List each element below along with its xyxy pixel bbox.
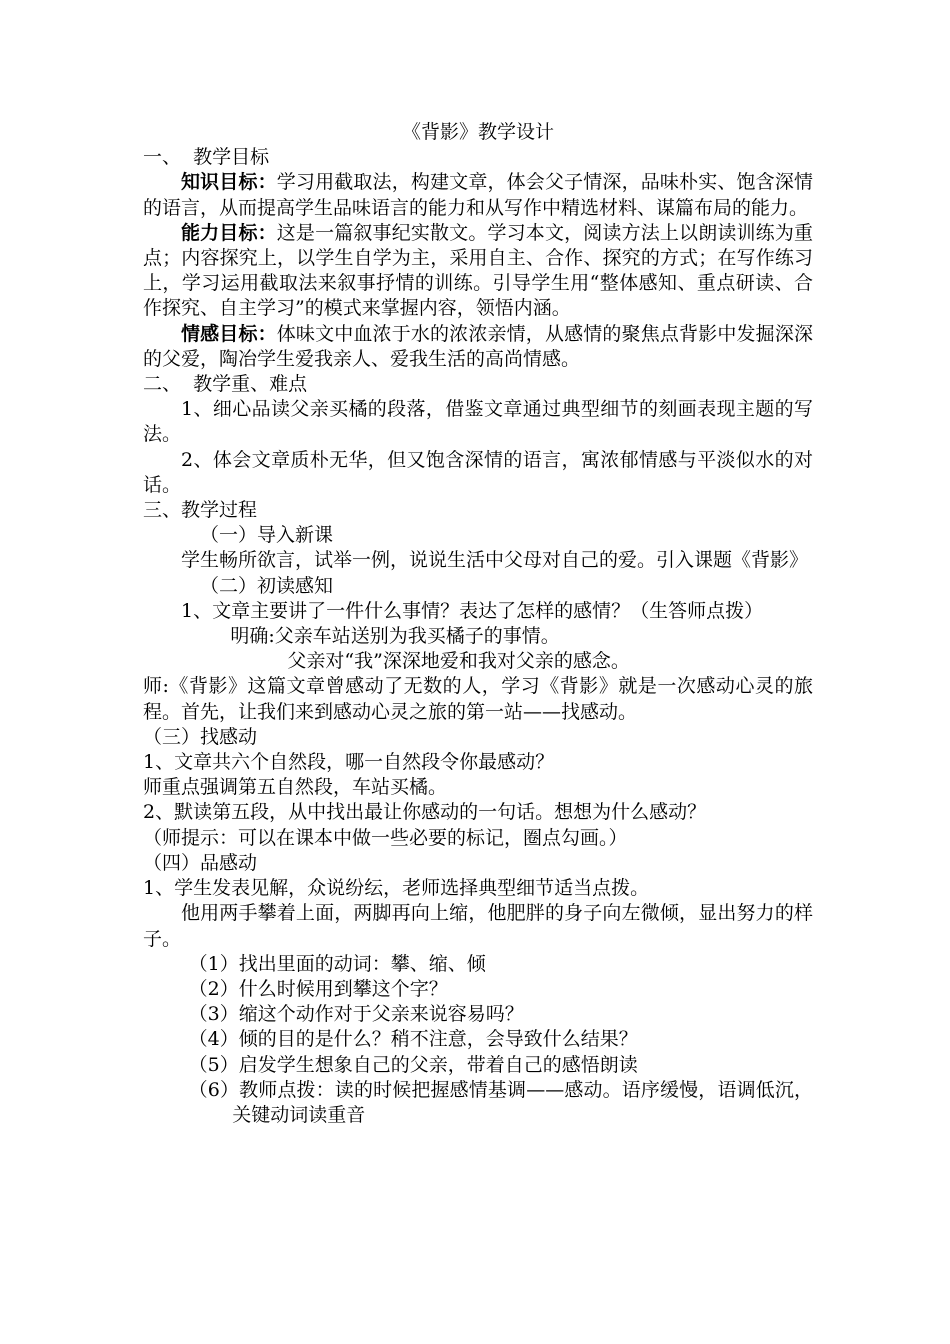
emotion-goal-text: 体味文中血浓于水的浓浓亲情，从感情的聚焦点背影中发掘深深的父爱，陶冶学生爱我亲人、爱我生活的高尚情感。 [143,322,813,370]
ability-goal [143,221,813,322]
step3-note: 师重点强调第五自然段，车站买橘。 [143,776,448,799]
step2-answer-2: 父亲对“我”深深地爱和我对父亲的感念。 [287,650,630,673]
section3-heading: 三、教学过程 [143,499,258,522]
list-item: （6）教师点拨：读的时候把握感情基调——感动。语序缓慢，语调低沉，关键动词读重音 [188,1078,813,1126]
section2-heading: 二、 教学重、难点 [143,373,308,396]
knowledge-goal [143,170,813,220]
step4-quote: 他用两手攀着上面，两脚再向上缩，他肥胖的身子向左微倾，显出努力的样子。 [143,902,813,950]
document-page [143,120,813,1128]
step4-heading: （四）品感动 [143,851,258,874]
emotion-goal-label: 情感目标： [181,322,277,345]
step1-heading: （一）导入新课 [200,524,334,547]
step2-heading: （二）初读感知 [200,574,334,597]
step2-question-1: 1、文章主要讲了一件什么事情？表达了怎样的感情？（生答师点拨） [181,599,764,622]
section1-heading: 一、 教学目标 [143,146,270,169]
step3-heading: （三）找感动 [143,725,258,748]
step3-hint: （师提示：可以在课本中做一些必要的标记，圈点勾画。） [143,826,628,849]
knowledge-goal-text: 学习用截取法，构建文章，体会父子情深，品味朴实、饱含深情的语言，从而提高学生品味语言的能力和从写作中精选材料、谋篇布局的能力。 [143,171,813,219]
step2-teacher-remark: 师:《背影》这篇文章曾感动了无数的人，学习《背影》就是一次感动心灵的旅程。首先，让我们来到感动心灵之旅的第一站——找感动。 [143,675,813,723]
knowledge-goal-label: 知识目标： [181,171,277,194]
step2-answer-1: 明确:父亲车站送别为我买橘子的事情。 [230,625,560,648]
key-point-1: 1、细心品读父亲买橘的段落，借鉴文章通过典型细节的刻画表现主题的写法。 [143,398,813,446]
step1-text: 学生畅所欲言，试举一例，说说生活中父母对自己的爱。引入课题《背影》 [181,549,809,572]
list-item: （3）缩这个动作对于父亲来说容易吗？ [188,1003,524,1026]
document-title: 《背影》教学设计 [401,121,554,143]
list-item: （2）什么时候用到攀这个字？ [188,977,448,1000]
list-item: （4）倾的目的是什么？稍不注意，会导致什么结果？ [188,1028,638,1051]
key-point-2: 2、体会文章质朴无华，但又饱含深情的语言，寓浓郁情感与平淡似水的对话。 [143,448,813,496]
list-item: （5）启发学生想象自己的父亲，带着自己的感悟朗读 [188,1053,638,1076]
step3-question-1: 1、文章共六个自然段，哪一自然段令你最感动？ [143,751,555,774]
ability-goal-text: 这是一篇叙事纪实散文。学习本文，阅读方法上以朗读训练为重点；内容探究上，以学生自学为主，采用自主、合作、探究的方式；在写作练习上，学习运用截取法来叙事抒情的训练。引导学生用“整体感知、重点研读、合作探究、自主学习”的模式来掌握内容，领悟内涵。 [143,221,813,320]
step3-question-2: 2、默读第五段，从中找出最让你感动的一句话。想想为什么感动？ [143,801,707,824]
emotion-goal [143,322,813,372]
list-item: （1）找出里面的动词：攀、缩、倾 [188,952,486,975]
ability-goal-label: 能力目标： [181,221,277,244]
step4-question-1: 1、学生发表见解，众说纷纭，老师选择典型细节适当点拨。 [143,877,650,900]
